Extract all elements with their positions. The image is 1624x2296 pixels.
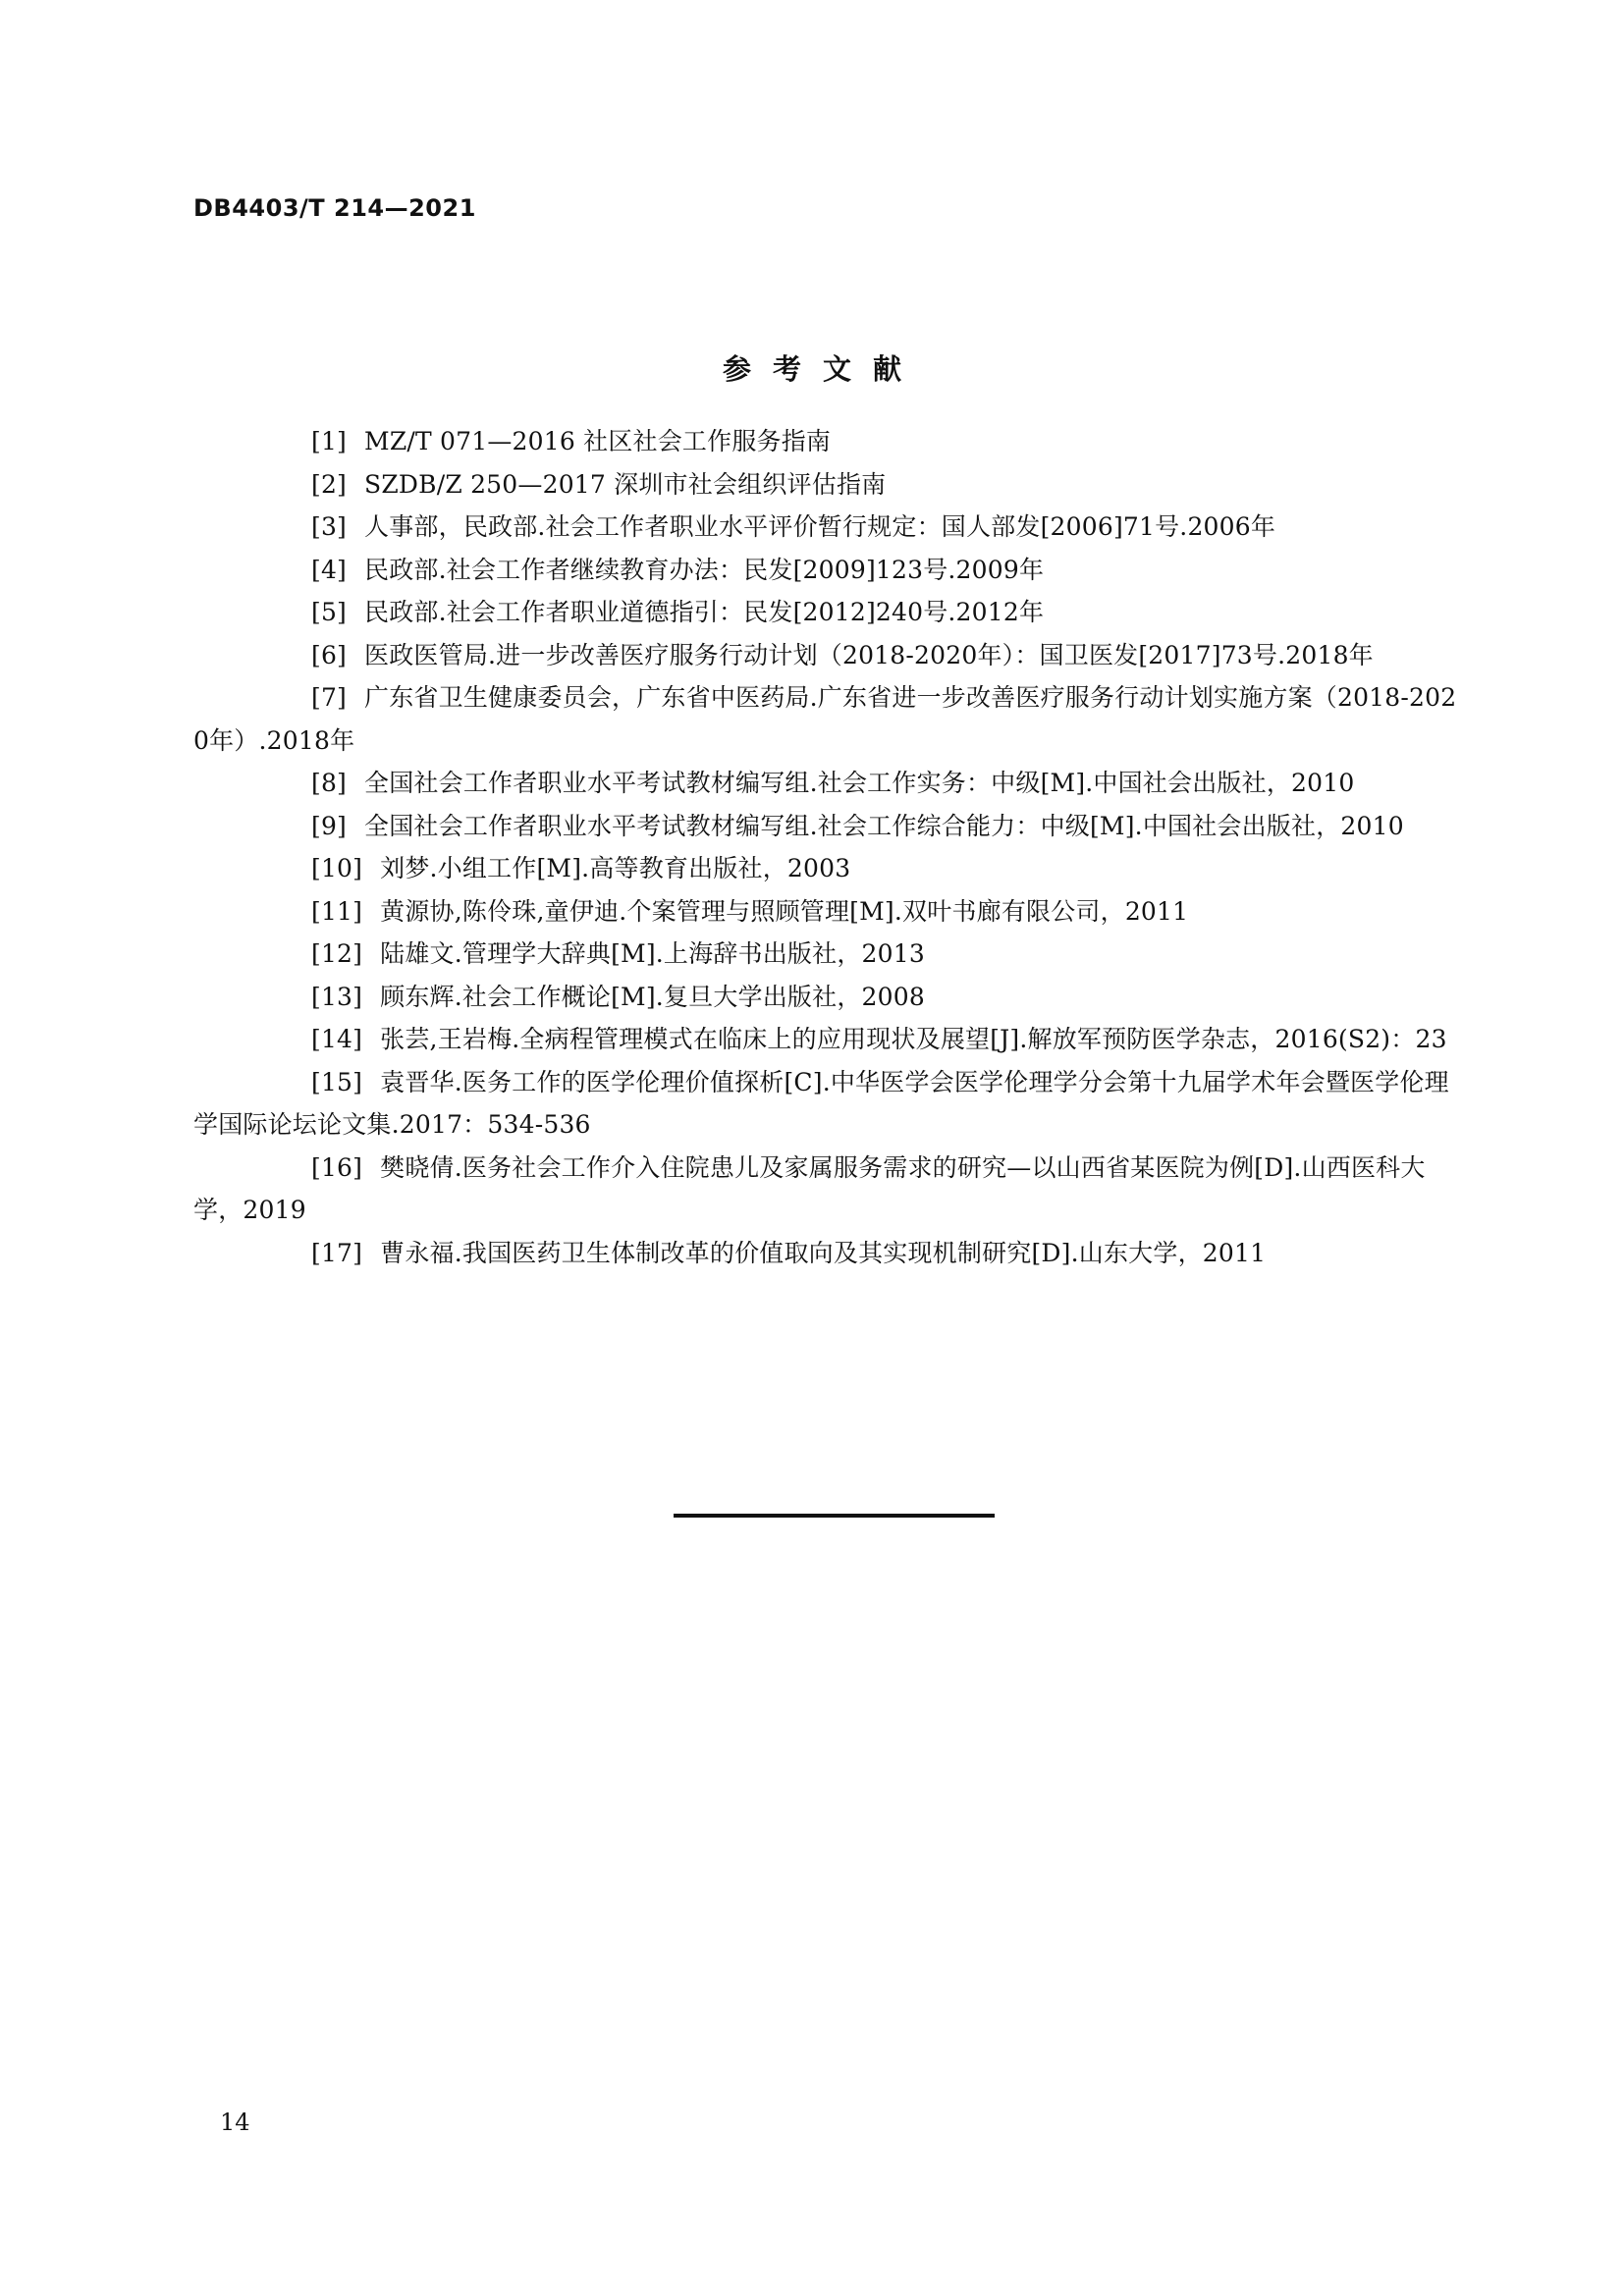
reference-text: SZDB/Z 250—2017 深圳市社会组织评估指南 <box>364 469 887 499</box>
reference-item <box>193 506 1470 549</box>
reference-text: 樊晓倩.医务社会工作介入住院患儿及家属服务需求的研究—以山西省某医院为例[D].山西医科大学，2019 <box>193 1152 1426 1224</box>
reference-number: [13] <box>311 982 363 1011</box>
reference-text: 顾东辉.社会工作概论[M].复旦大学出版社，2008 <box>380 982 925 1011</box>
reference-number: [11] <box>311 896 363 926</box>
page-number: 14 <box>220 2109 250 2136</box>
reference-text: 袁晋华.医务工作的医学伦理价值探析[C].中华医学会医学伦理学分会第十九届学术年会暨医学伦理学国际论坛论文集.2017：534-536 <box>193 1067 1449 1139</box>
reference-item <box>193 591 1470 634</box>
reference-number: [10] <box>311 854 363 882</box>
reference-number: [12] <box>311 939 363 968</box>
reference-text: 民政部.社会工作者职业道德指引：民发[2012]240号.2012年 <box>364 598 1045 626</box>
reference-item <box>193 676 1470 762</box>
reference-item <box>193 420 1470 463</box>
reference-number: [15] <box>311 1067 363 1096</box>
reference-text: 陆雄文.管理学大辞典[M].上海辞书出版社，2013 <box>380 939 925 968</box>
end-rule <box>674 1514 995 1518</box>
reference-item <box>193 634 1470 677</box>
section-title: 参考文献 <box>722 352 923 386</box>
reference-text: 刘梦.小组工作[M].高等教育出版社，2003 <box>380 854 851 882</box>
reference-number: [5] <box>311 598 348 626</box>
reference-text: 民政部.社会工作者继续教育办法：民发[2009]123号.2009年 <box>364 555 1045 584</box>
reference-number: [9] <box>311 811 348 840</box>
reference-number: [16] <box>311 1152 363 1182</box>
reference-item <box>193 1147 1470 1232</box>
reference-item <box>193 549 1470 592</box>
reference-item <box>193 1018 1470 1061</box>
reference-item <box>193 1061 1470 1147</box>
reference-text: 张芸,王岩梅.全病程管理模式在临床上的应用现状及展望[J].解放军预防医学杂志，2016(S2)：23 <box>380 1025 1447 1053</box>
reference-number: [1] <box>311 427 348 455</box>
reference-text: 广东省卫生健康委员会，广东省中医药局.广东省进一步改善医疗服务行动计划实施方案（2018-2020年）.2018年 <box>193 683 1457 755</box>
reference-item <box>193 463 1470 507</box>
reference-number: [8] <box>311 769 348 797</box>
reference-number: [7] <box>311 683 348 712</box>
reference-item <box>193 847 1470 890</box>
reference-item <box>193 976 1470 1019</box>
reference-text: 全国社会工作者职业水平考试教材编写组.社会工作综合能力：中级[M].中国社会出版社，2010 <box>364 811 1404 840</box>
reference-item <box>193 1232 1470 1275</box>
reference-item <box>193 805 1470 848</box>
reference-text: 黄源协,陈伶珠,童伊迪.个案管理与照顾管理[M].双叶书廊有限公司，2011 <box>380 896 1189 926</box>
reference-text: 全国社会工作者职业水平考试教材编写组.社会工作实务：中级[M].中国社会出版社，2010 <box>364 769 1355 797</box>
reference-item <box>193 762 1470 805</box>
reference-text: 医政医管局.进一步改善医疗服务行动计划（2018-2020年）：国卫医发[2017]73号.2018年 <box>364 640 1374 669</box>
reference-number: [4] <box>311 555 348 584</box>
reference-text: MZ/T 071—2016 社区社会工作服务指南 <box>364 427 832 455</box>
reference-text: 曹永福.我国医药卫生体制改革的价值取向及其实现机制研究[D].山东大学，2011 <box>380 1238 1267 1267</box>
reference-number: [6] <box>311 640 348 669</box>
reference-item <box>193 890 1470 934</box>
reference-list <box>193 420 1470 1274</box>
reference-number: [3] <box>311 512 348 541</box>
reference-number: [17] <box>311 1238 363 1267</box>
reference-item <box>193 933 1470 976</box>
standard-code: DB4403/T 214—2021 <box>193 194 476 222</box>
reference-number: [14] <box>311 1025 363 1053</box>
reference-text: 人事部，民政部.社会工作者职业水平评价暂行规定：国人部发[2006]71号.2006年 <box>364 512 1276 541</box>
reference-number: [2] <box>311 469 348 499</box>
